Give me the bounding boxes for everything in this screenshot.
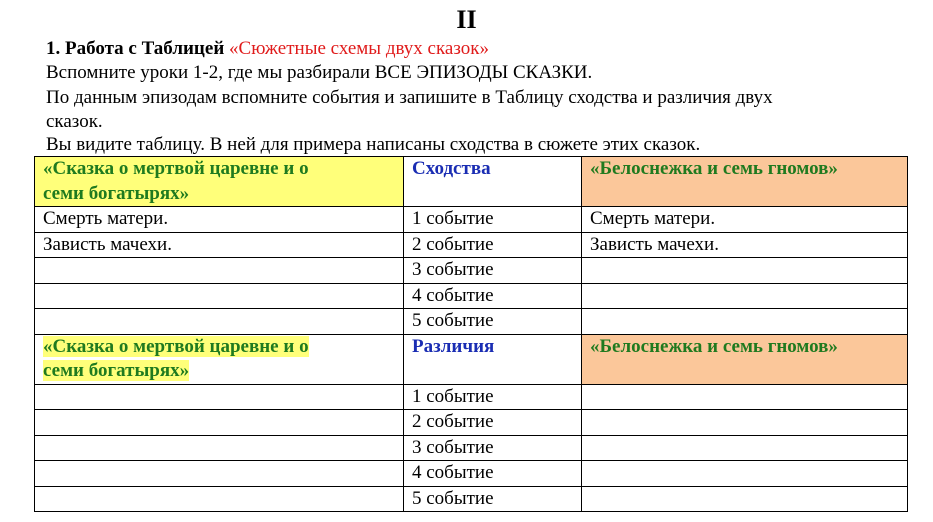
similarities-left-header bbox=[35, 157, 404, 207]
similarity-left-cell[interactable]: Зависть мачехи. bbox=[35, 232, 404, 258]
instruction-line-1: Вспомните уроки 1-2, где мы разбирали ВСЕ ЭПИЗОДЫ СКАЗКИ. bbox=[46, 62, 593, 83]
left-header-line-1: «Сказка о мертвой царевне и о bbox=[43, 158, 309, 179]
section-heading: II bbox=[456, 5, 477, 34]
differences-right-header: «Белоснежка и семь гномов» bbox=[582, 334, 908, 384]
event-label: 4 событие bbox=[404, 283, 582, 309]
differences-header-row bbox=[35, 334, 908, 384]
similarity-left-cell[interactable] bbox=[35, 258, 404, 284]
event-label: 5 событие bbox=[404, 309, 582, 335]
event-label: 3 событие bbox=[404, 258, 582, 284]
table-row bbox=[35, 384, 908, 410]
instruction-line-3: сказок. bbox=[46, 111, 103, 132]
difference-right-cell[interactable] bbox=[582, 410, 908, 436]
difference-right-cell[interactable] bbox=[582, 435, 908, 461]
differences-left-header bbox=[35, 334, 404, 384]
similarity-right-cell[interactable] bbox=[582, 258, 908, 284]
similarity-right-cell[interactable]: Смерть матери. bbox=[582, 207, 908, 233]
similarities-middle-header: Сходства bbox=[404, 157, 582, 207]
similarity-right-cell[interactable]: Зависть мачехи. bbox=[582, 232, 908, 258]
task-title-red: «Сюжетные схемы двух сказок» bbox=[229, 38, 489, 59]
event-label: 1 событие bbox=[404, 384, 582, 410]
instruction-line-2: По данным эпизодам вспомните события и запишите в Таблицу сходства и различия двух bbox=[46, 87, 773, 108]
table-row bbox=[35, 435, 908, 461]
event-label: 2 событие bbox=[404, 232, 582, 258]
task-title-line bbox=[46, 38, 489, 60]
similarity-left-cell[interactable] bbox=[35, 309, 404, 335]
table-row bbox=[35, 461, 908, 487]
table-row bbox=[35, 309, 908, 335]
difference-right-cell[interactable] bbox=[582, 486, 908, 512]
event-label: 2 событие bbox=[404, 410, 582, 436]
event-label: 3 событие bbox=[404, 435, 582, 461]
similarities-right-header: «Белоснежка и семь гномов» bbox=[582, 157, 908, 207]
table-row bbox=[35, 258, 908, 284]
event-label: 4 событие bbox=[404, 461, 582, 487]
table-row bbox=[35, 283, 908, 309]
similarity-right-cell[interactable] bbox=[582, 309, 908, 335]
comparison-table bbox=[34, 156, 908, 512]
difference-left-cell[interactable] bbox=[35, 486, 404, 512]
instruction-line-4: Вы видите таблицу. В ней для примера написаны сходства в сюжете этих сказок. bbox=[46, 134, 701, 155]
task-title: 1. Работа с Таблицей bbox=[46, 38, 225, 59]
table-row bbox=[35, 207, 908, 233]
left-header-line-2: семи богатырях» bbox=[43, 360, 190, 381]
left-header-line-1: «Сказка о мертвой царевне и о bbox=[43, 335, 309, 357]
table-row bbox=[35, 486, 908, 512]
difference-right-cell[interactable] bbox=[582, 461, 908, 487]
table-row bbox=[35, 232, 908, 258]
difference-left-cell[interactable] bbox=[35, 384, 404, 410]
difference-left-cell[interactable] bbox=[35, 435, 404, 461]
difference-left-cell[interactable] bbox=[35, 461, 404, 487]
differences-middle-header: Различия bbox=[404, 334, 582, 384]
left-header-line-2: семи богатырях» bbox=[43, 182, 190, 204]
difference-right-cell[interactable] bbox=[582, 384, 908, 410]
similarities-header-row bbox=[35, 157, 908, 207]
similarity-right-cell[interactable] bbox=[582, 283, 908, 309]
similarity-left-cell[interactable] bbox=[35, 283, 404, 309]
difference-left-cell[interactable] bbox=[35, 410, 404, 436]
event-label: 1 событие bbox=[404, 207, 582, 233]
event-label: 5 событие bbox=[404, 486, 582, 512]
table-row bbox=[35, 410, 908, 436]
similarity-left-cell[interactable]: Смерть матери. bbox=[35, 207, 404, 233]
